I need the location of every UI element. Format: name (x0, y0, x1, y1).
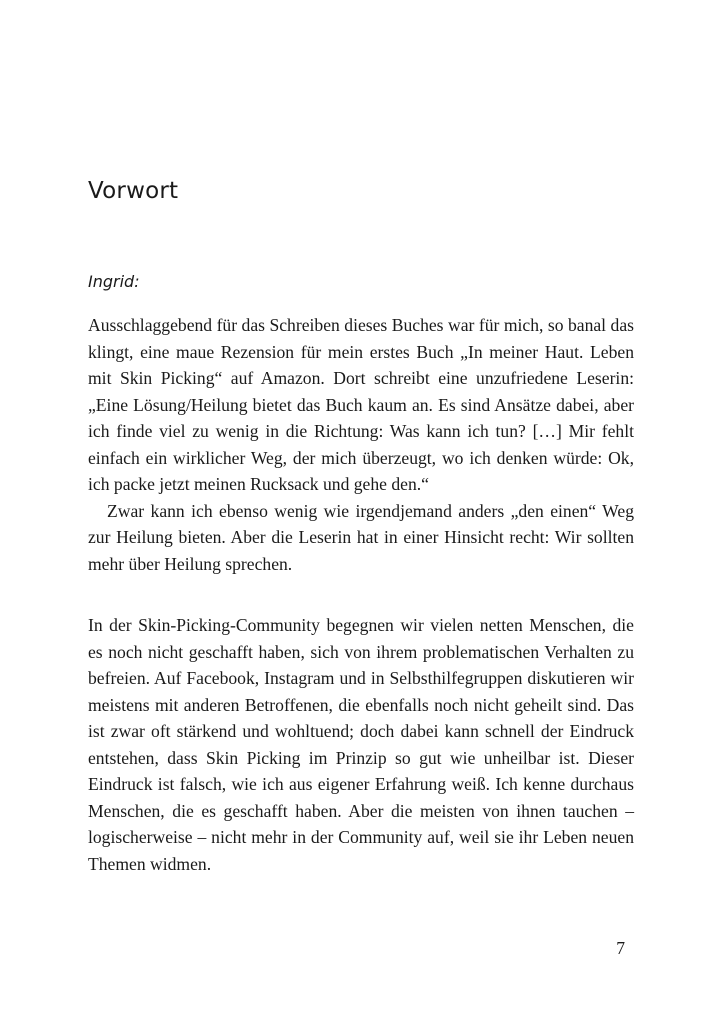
chapter-title: Vorwort (88, 178, 179, 204)
paragraph: Zwar kann ich ebenso wenig wie irgendjemand anders „den einen“ Weg zur Heilung bieten. Aber die Leserin hat in einer Hinsicht recht: Wir sollten mehr über Heilung sprechen. (88, 500, 634, 574)
speaker-label: Ingrid: (88, 272, 140, 291)
page-number: 7 (616, 938, 625, 958)
paragraph: Ausschlaggebend für das Schreiben dieses Buches war für mich, so banal das klingt, eine maue Rezension für mein erstes Buch „In meiner Haut. Leben mit Skin Picking“ auf Amazon. Dort schreibt eine unzufriedene Leserin: „Eine Lösung/Heilung bietet das Buch kaum an. Es sind Ansätze dabei, aber ich finde viel zu wenig in die Richtung: Was kann ich tun? […] Mir fehlt einfach ein wirklicher Weg, der mich überzeugt, wo ich denken würde: Ok, ich packe jetzt meinen Rucksack und gehe den.“ (88, 315, 634, 494)
paragraph: In der Skin-Picking-Community begegnen wir vielen netten Menschen, die es noch nicht geschafft haben, sich von ihrem problematischen Verhalten zu befreien. Auf Facebook, Instagram und in Selbsthilfegruppen diskutieren wir meistens mit anderen Betroffenen, die ebenfalls noch nicht geheilt sind. Das ist zwar oft stärkend und wohltuend; doch dabei kann schnell der Eindruck entstehen, dass Skin Picking im Prinzip so gut wie unheilbar ist. Dieser Eindruck ist falsch, wie ich aus eigener Erfahrung weiß. Ich kenne durchaus Menschen, die es geschafft haben. Aber die meisten von ihnen tauchen – logischerweise – nicht mehr in der Community auf, weil sie ihr Leben neuen Themen widmen. (88, 615, 634, 874)
text-section-1 (88, 312, 634, 577)
text-section-2 (88, 612, 634, 877)
